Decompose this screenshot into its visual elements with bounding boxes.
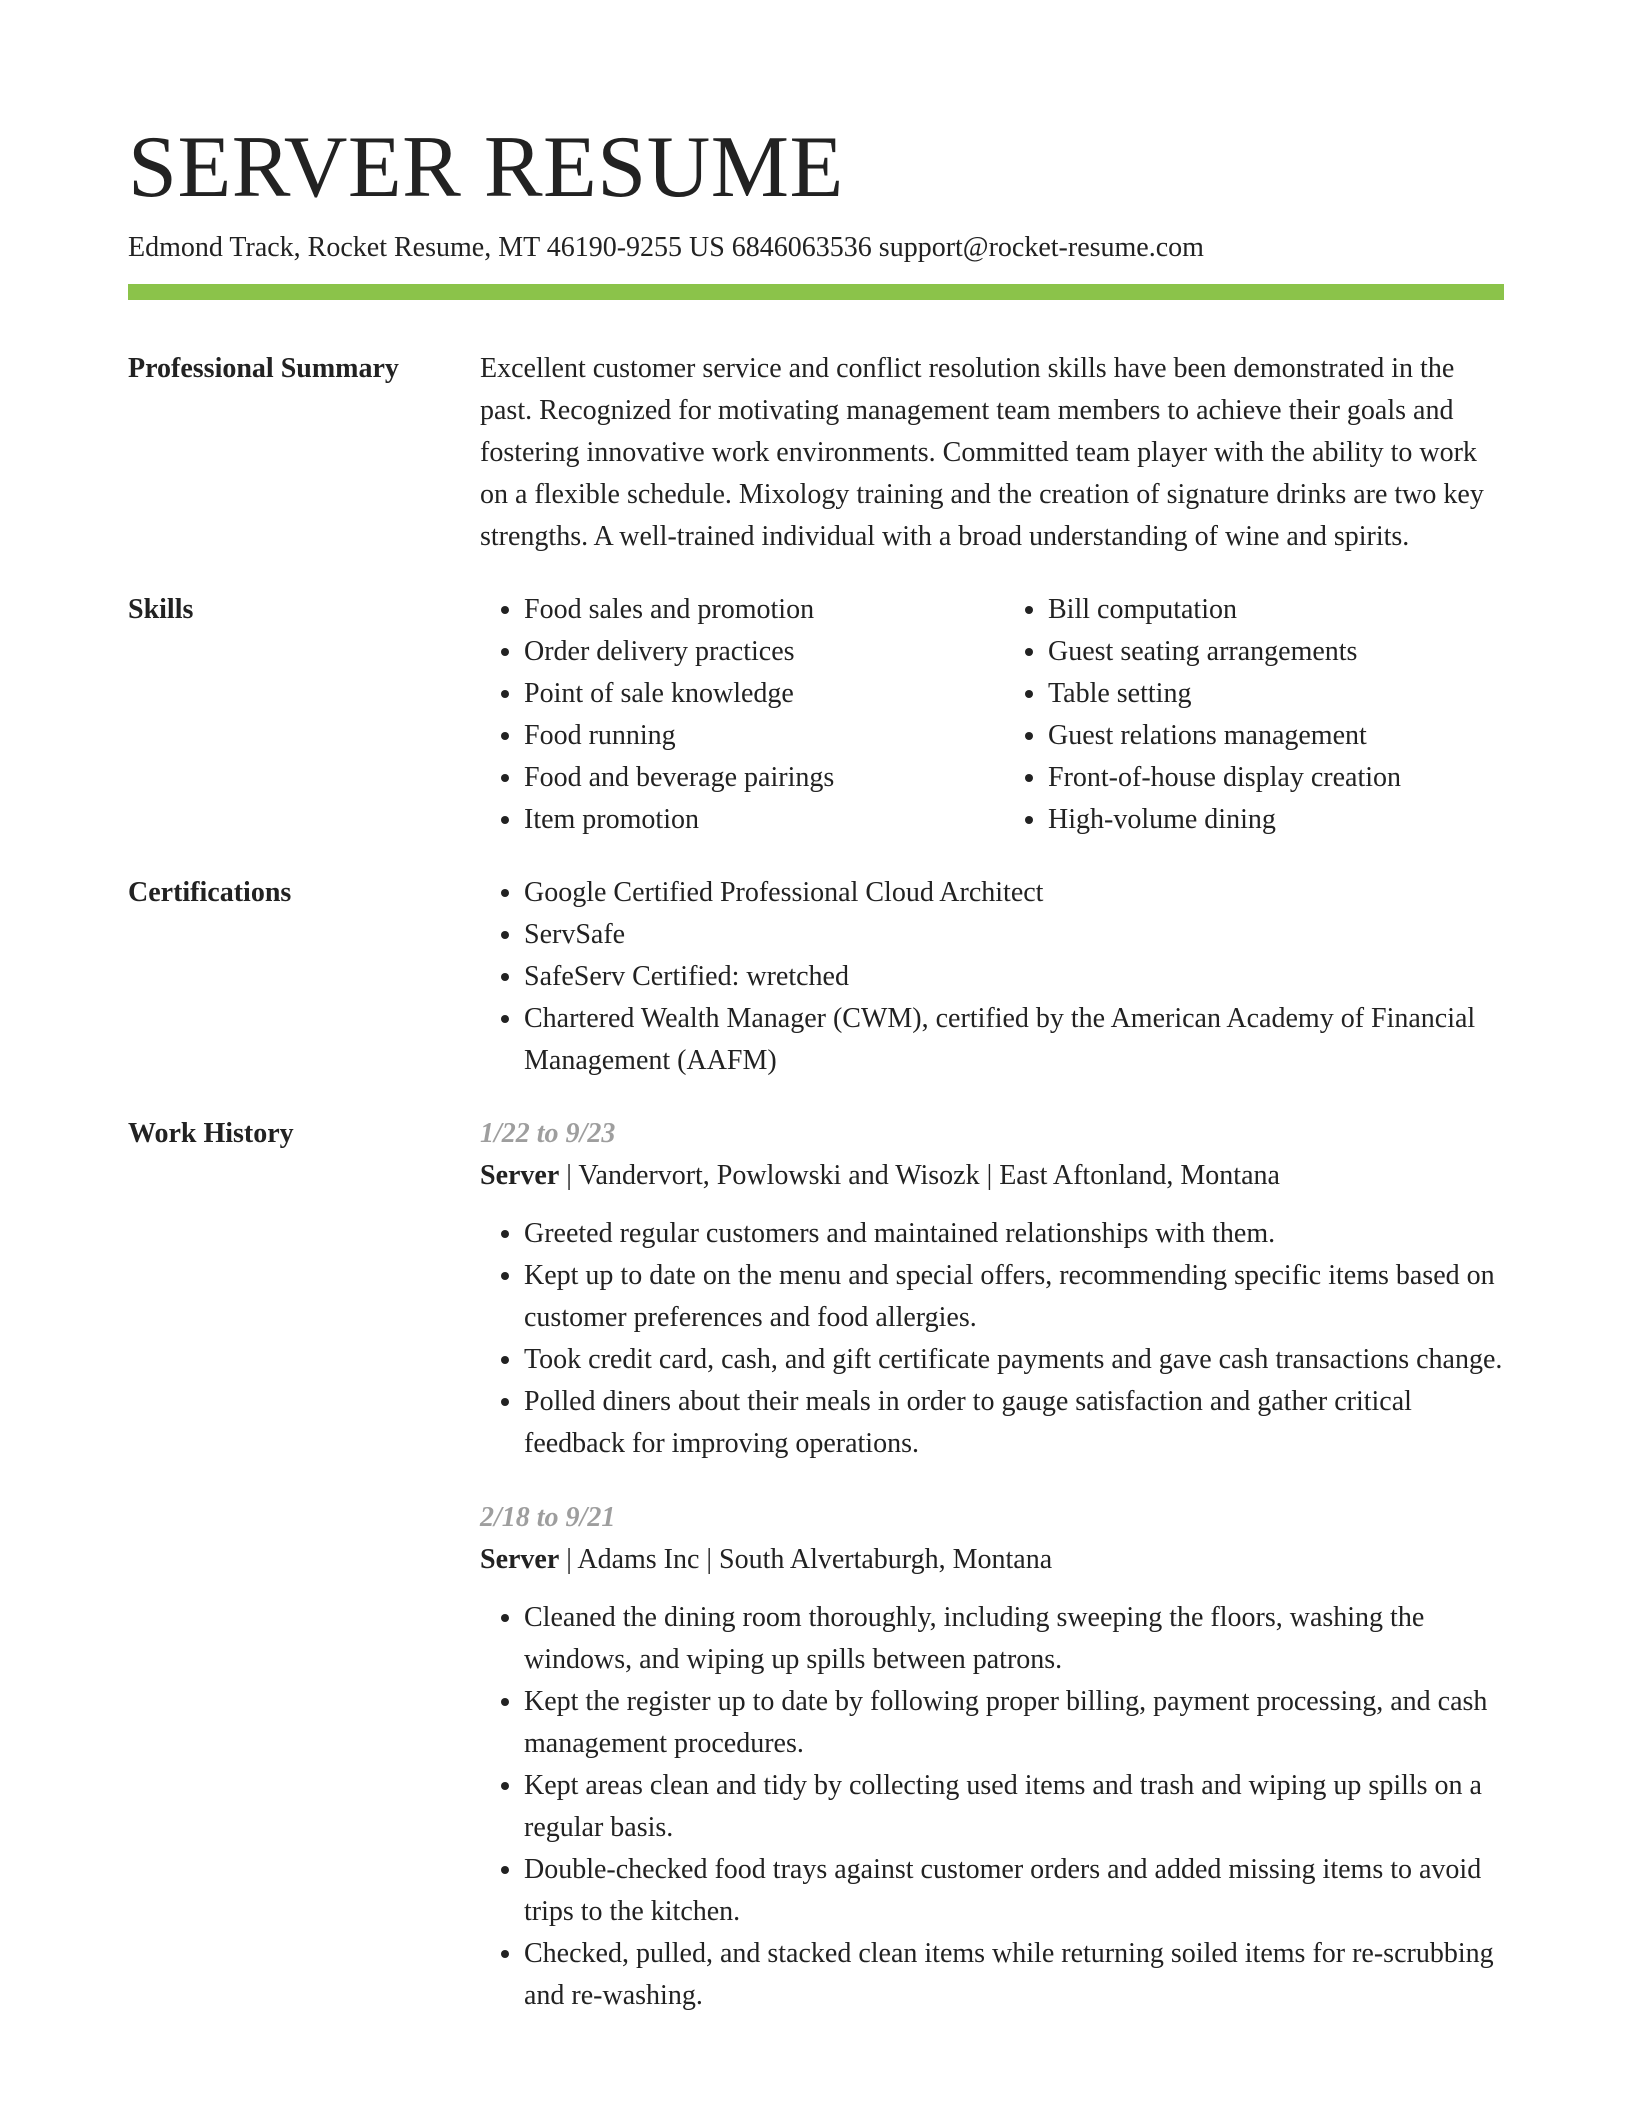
skill-item: • Guest seating arrangements <box>1048 631 1508 673</box>
contact-line: Edmond Track, Rocket Resume, MT 46190-9255 US 6846063536 support@rocket-resume.com <box>128 232 1204 263</box>
skill-item: • Table setting <box>1048 673 1508 715</box>
skill-item: • Food running <box>524 715 984 757</box>
job-role: Server <box>480 1544 560 1575</box>
job-employer-location: | Vandervort, Powlowski and Wisozk | East Aftonland, Montana <box>559 1160 1280 1191</box>
job-duty: • Took credit card, cash, and gift certificate payments and gave cash transactions change. <box>524 1339 1504 1381</box>
job-dates: 1/22 to 9/23 <box>480 1118 616 1149</box>
summary-text: Excellent customer service and conflict resolution skills have been demonstrated in the past. Recognized for motivating management team members to achieve their goals and fostering innovative work environments. Committed team player with the ability to work on a flexible schedule. Mixology training and the creation of signature drinks are two key strengths. A well-trained individual with a broad understanding of wine and spirits. <box>480 353 1484 552</box>
skill-item: • Guest relations management <box>1048 715 1508 757</box>
job-duty: • Kept up to date on the menu and special offers, recommending specific items based on customer preferences and food allergies. <box>524 1255 1504 1339</box>
section-work-history <box>128 1113 1504 2017</box>
section-label-work-history: Work History <box>128 1118 294 1149</box>
skill-item: • High-volume dining <box>1048 799 1508 841</box>
skill-item: • Front-of-house display creation <box>1048 757 1508 799</box>
job-duty: • Greeted regular customers and maintained relationships with them. <box>524 1213 1504 1255</box>
resume-title: SERVER RESUME <box>128 119 844 216</box>
job-duties-list <box>480 1597 1504 2017</box>
resume-page <box>128 118 1504 2017</box>
job-employer-location: | Adams Inc | South Alvertaburgh, Montana <box>559 1544 1053 1575</box>
job-duty: • Kept the register up to date by following proper billing, payment processing, and cash management procedures. <box>524 1681 1504 1765</box>
job-entry <box>480 1497 1504 2017</box>
summary-content <box>480 348 1504 558</box>
section-summary <box>128 348 1504 558</box>
job-duty: • Cleaned the dining room thoroughly, including sweeping the floors, washing the windows, and wiping up spills between patrons. <box>524 1597 1504 1681</box>
section-certifications <box>128 872 1504 1082</box>
skill-item: • Order delivery practices <box>524 631 984 673</box>
skills-list-left <box>480 589 984 841</box>
certifications-content <box>480 872 1504 1082</box>
job-duty: • Checked, pulled, and stacked clean items while returning soiled items for re-scrubbing and re-washing. <box>524 1933 1504 2017</box>
skill-item: • Point of sale knowledge <box>524 673 984 715</box>
job-title-line <box>480 1539 1504 1581</box>
job-duty: • Double-checked food trays against customer orders and added missing items to avoid trips to the kitchen. <box>524 1849 1504 1933</box>
job-duty: • Polled diners about their meals in order to gauge satisfaction and gather critical feedback for improving operations. <box>524 1381 1504 1465</box>
certification-item: • Chartered Wealth Manager (CWM), certified by the American Academy of Financial Management (AAFM) <box>524 998 1504 1082</box>
skill-item: • Food sales and promotion <box>524 589 984 631</box>
skills-list-right <box>1004 589 1508 841</box>
job-dates: 2/18 to 9/21 <box>480 1502 616 1533</box>
section-skills <box>128 589 1504 841</box>
job-role: Server <box>480 1160 560 1191</box>
job-entry <box>480 1113 1504 1465</box>
certification-item: • SafeServ Certified: wretched <box>524 956 1504 998</box>
skill-item: • Food and beverage pairings <box>524 757 984 799</box>
header-accent-rule <box>128 284 1504 300</box>
section-label-summary: Professional Summary <box>128 353 399 384</box>
skill-item: • Item promotion <box>524 799 984 841</box>
job-duties-list <box>480 1213 1504 1465</box>
skill-item: • Bill computation <box>1048 589 1508 631</box>
job-duty: • Kept areas clean and tidy by collecting used items and trash and wiping up spills on a regular basis. <box>524 1765 1504 1849</box>
section-label-certifications: Certifications <box>128 877 292 908</box>
certification-item: • ServSafe <box>524 914 1504 956</box>
certification-item: • Google Certified Professional Cloud Architect <box>524 872 1504 914</box>
section-label-skills: Skills <box>128 594 194 625</box>
certifications-list <box>480 872 1504 1082</box>
job-title-line <box>480 1155 1504 1197</box>
skills-columns <box>480 589 1504 841</box>
work-history-content <box>480 1113 1504 2017</box>
